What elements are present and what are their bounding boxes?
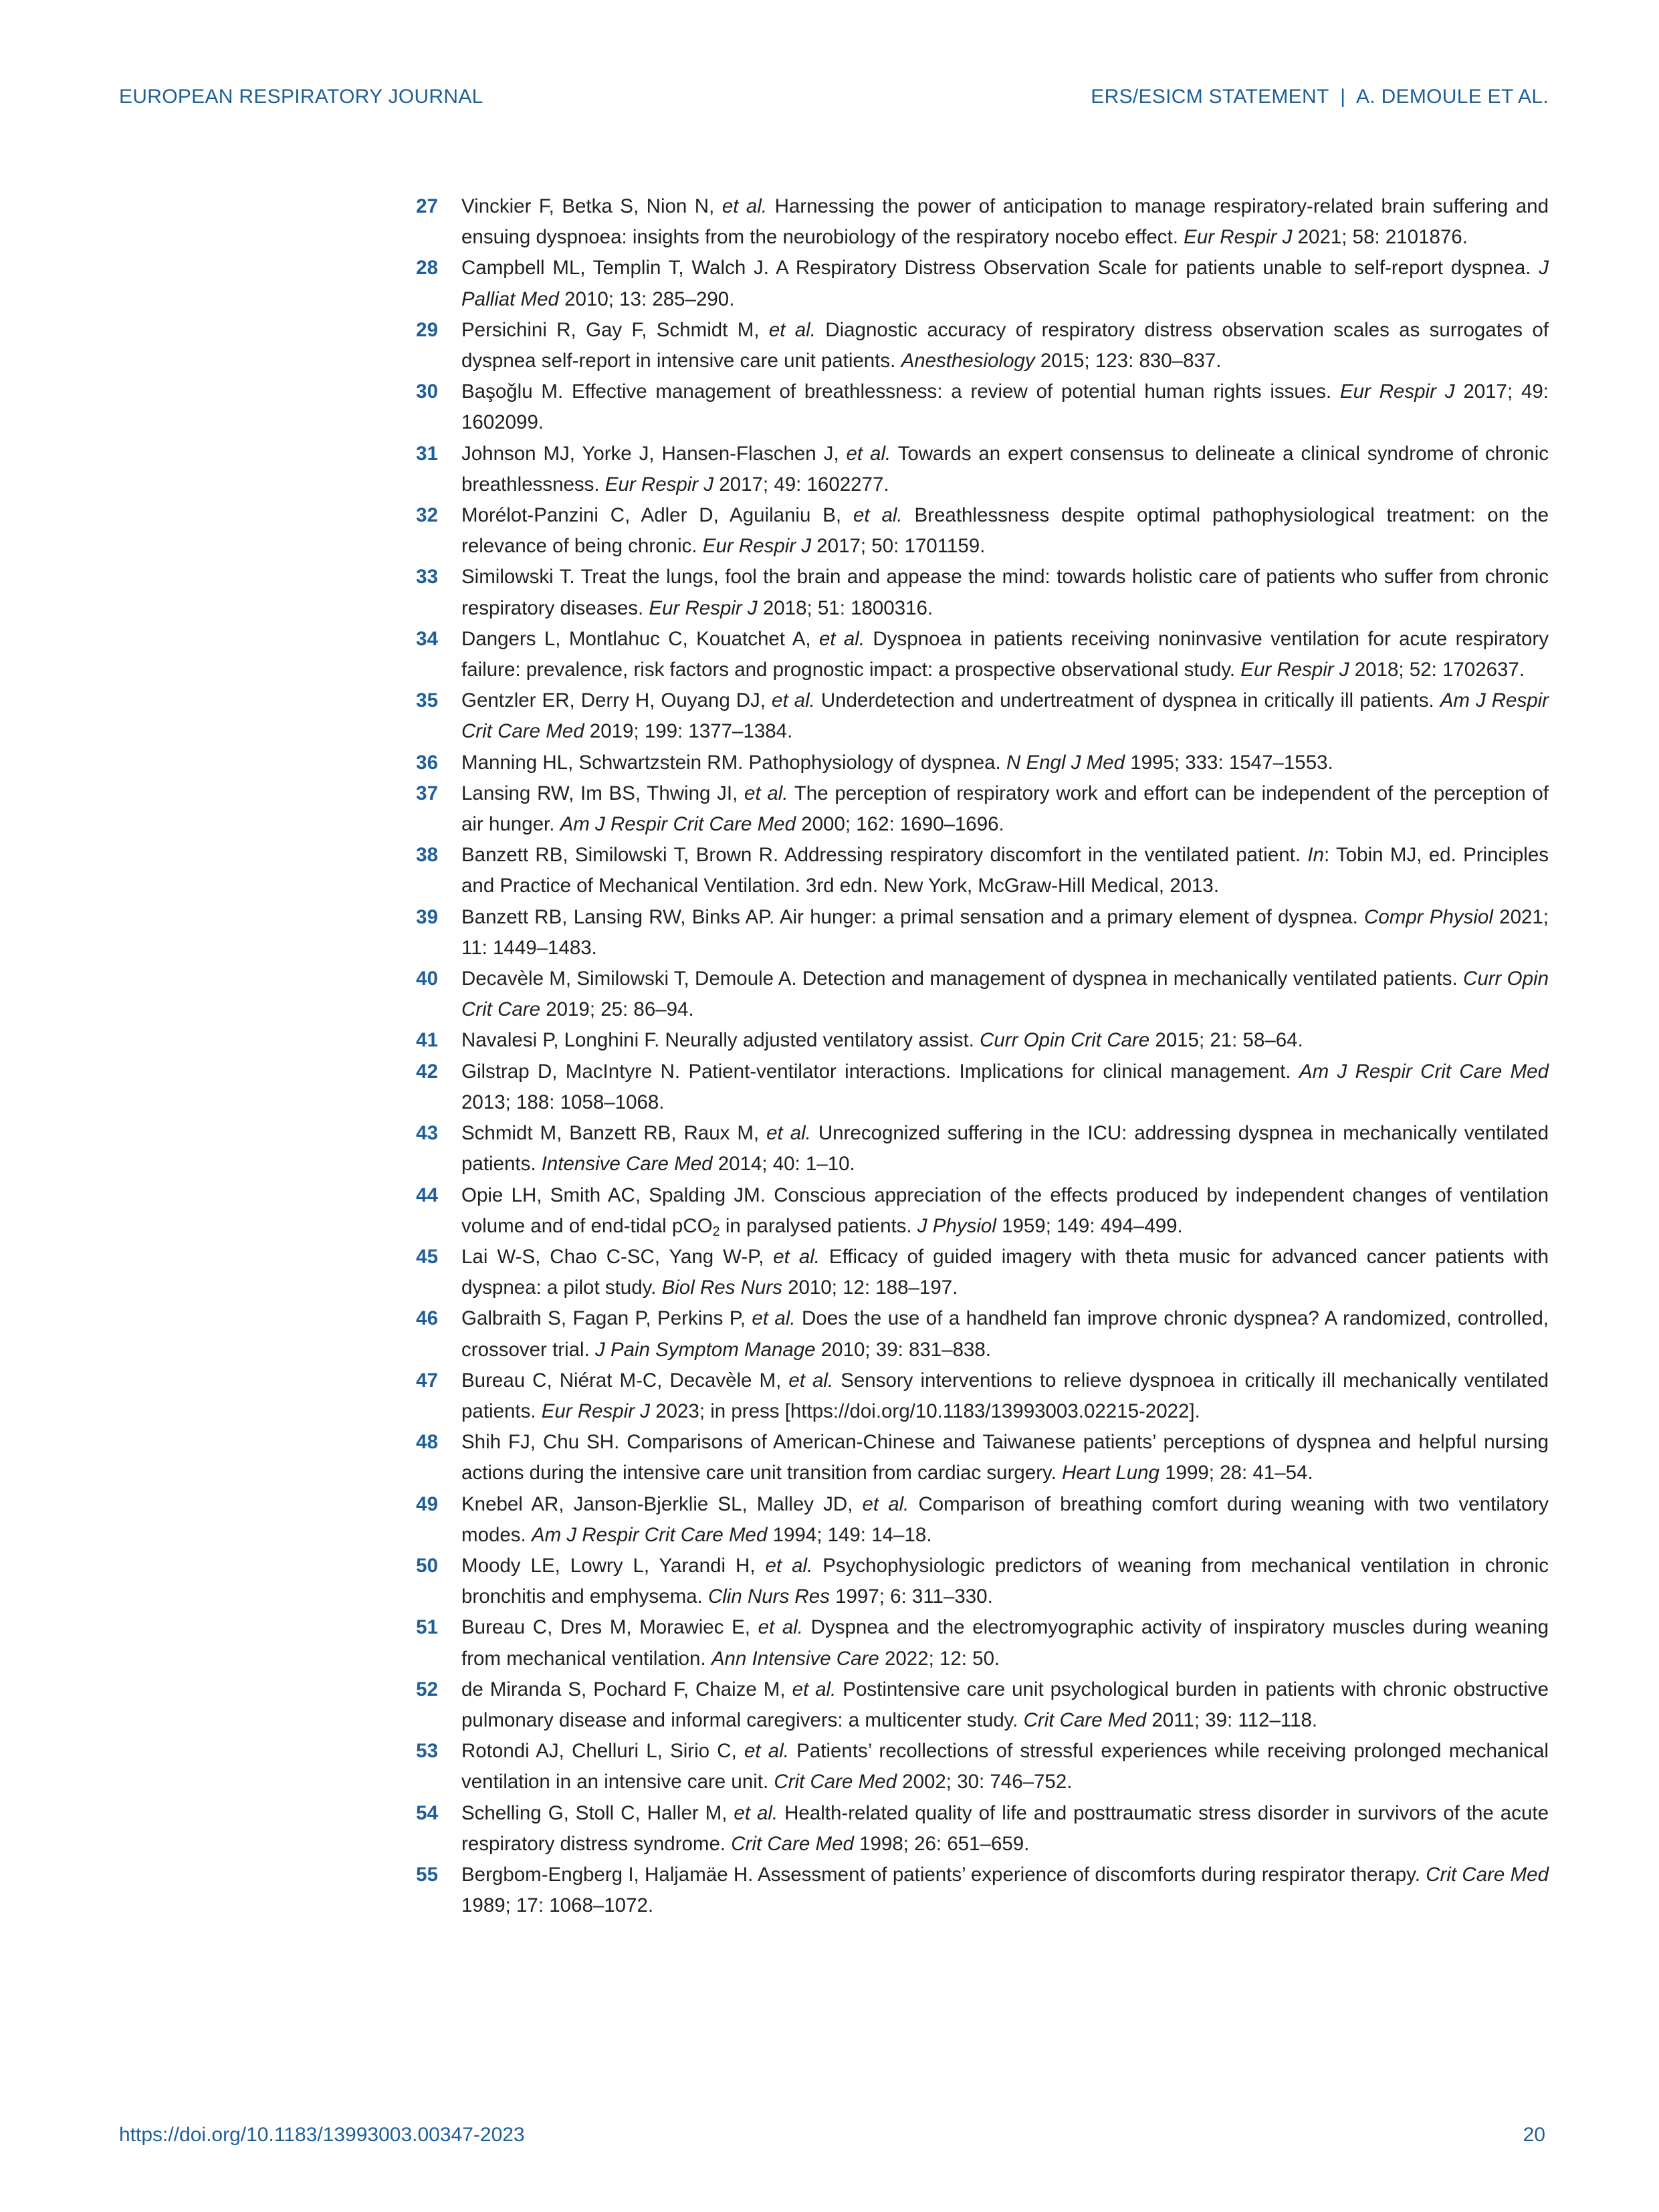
reference-italic-text: et al. [766, 1122, 811, 1145]
reference-number: 27 [416, 195, 438, 217]
reference-item [416, 964, 1549, 1025]
reference-italic-text: et al. [744, 782, 788, 804]
reference-text [461, 1118, 1549, 1180]
reference-text [461, 1551, 1549, 1612]
reference-text-part: Schmidt M, Banzett RB, Raux M, [461, 1122, 767, 1145]
reference-text-part: 1989; 17: 1068–1072. [461, 1894, 654, 1917]
reference-number: 38 [416, 844, 438, 867]
reference-text-part: 2019; 25: 86–94. [540, 998, 694, 1021]
reference-text [461, 1427, 1549, 1488]
reference-item [416, 1025, 1549, 1056]
reference-text-part: Breathlessness despite optimal pathophysiological treatment: on the relevance of being chronic. [461, 504, 1549, 558]
reference-text [461, 902, 1549, 964]
reference-italic-text: Biol Res Nurs [661, 1277, 782, 1299]
reference-text-part: Bergbom-Engberg I, Haljamäe H. Assessment of patients’ experience of discomforts during respirator therapy. [461, 1863, 1426, 1886]
reference-italic-text: Crit Care Med [1426, 1863, 1549, 1886]
reference-text [461, 964, 1549, 1025]
reference-text [461, 439, 1549, 500]
reference-text-part: 2010; 13: 285–290. [558, 288, 735, 310]
reference-number: 30 [416, 380, 438, 403]
reference-text-part: Similowski T. Treat the lungs, fool the brain and appease the mind: towards holistic care of patients who suffer from chronic respiratory diseases. [461, 566, 1549, 619]
reference-number: 45 [416, 1245, 438, 1268]
reference-text-part: Persichini R, Gay F, Schmidt M, [461, 318, 769, 341]
reference-italic-text: Crit Care Med [1023, 1708, 1147, 1731]
reference-text [461, 376, 1549, 438]
reference-text [461, 1180, 1549, 1242]
reference-text-part: Johnson MJ, Yorke J, Hansen-Flaschen J, [461, 442, 847, 465]
reference-text-part: Dangers L, Montlahuc C, Kouatchet A, [461, 627, 819, 650]
reference-italic-text: Crit Care Med [774, 1771, 897, 1793]
reference-text-part: Banzett RB, Similowski T, Brown R. Addressing respiratory discomfort in the ventilated patient. [461, 844, 1308, 867]
reference-text-part: 2013; 188: 1058–1068. [461, 1091, 665, 1113]
reference-text-part: Harnessing the power of anticipation to manage respiratory-related brain suffering and ensuing dyspnoea: insights from the neurobiology of the respiratory nocebo effect. [461, 195, 1549, 249]
reference-text-part: 1994; 149: 14–18. [767, 1523, 932, 1546]
reference-item [416, 778, 1549, 840]
reference-number: 47 [416, 1369, 438, 1392]
reference-text-part: Gentzler ER, Derry H, Ouyang DJ, [461, 689, 772, 712]
reference-italic-text: et al. [853, 504, 903, 527]
reference-text [461, 1489, 1549, 1551]
reference-italic-text: Eur Respir J [1184, 226, 1293, 249]
reference-italic-text: et al. [773, 1245, 820, 1268]
reference-number: 34 [416, 627, 438, 650]
page-number: 20 [1523, 2124, 1545, 2146]
reference-text-part: The perception of respiratory work and effort can be independent of the perception of air hunger. [461, 782, 1549, 836]
reference-italic-text: et al. [862, 1492, 909, 1515]
journal-name: EUROPEAN RESPIRATORY JOURNAL [119, 86, 483, 108]
reference-text-part: Lai W-S, Chao C-SC, Yang W-P, [461, 1245, 774, 1268]
reference-text-part: Vinckier F, Betka S, Nion N, [461, 195, 722, 217]
reference-item [416, 1365, 1549, 1427]
reference-item [416, 1612, 1549, 1674]
reference-text-part: Knebel AR, Janson-Bjerklie SL, Malley JD, [461, 1492, 863, 1515]
reference-number: 52 [416, 1678, 438, 1700]
reference-text-part: 2021; 58: 2101876. [1292, 226, 1468, 249]
reference-italic-text: Curr Opin Crit Care [461, 968, 1549, 1021]
reference-italic-text: et al. [818, 627, 865, 650]
reference-italic-text: et al. [744, 1740, 789, 1763]
reference-item [416, 624, 1549, 685]
reference-number: 29 [416, 318, 438, 341]
reference-text-part: 2014; 40: 1–10. [712, 1153, 855, 1176]
reference-text-part: 2018; 52: 1702637. [1349, 659, 1525, 681]
reference-text-part: Does the use of a handheld fan improve chronic dyspnea? A randomized, controlled, crossover trial. [461, 1307, 1549, 1361]
reference-item [416, 562, 1549, 623]
reference-text [461, 1242, 1549, 1303]
reference-text [461, 1612, 1549, 1674]
reference-text-part: Comparison of breathing comfort during weaning with two ventilatory modes. [461, 1492, 1549, 1546]
reference-italic-text: J Pain Symptom Manage [595, 1338, 816, 1361]
reference-text-part: 2018; 51: 1800316. [757, 596, 933, 619]
reference-number: 50 [416, 1554, 438, 1577]
reference-text-part: 2017; 49: 1602277. [713, 473, 889, 495]
reference-number: 37 [416, 782, 438, 804]
reference-item [416, 748, 1549, 778]
reference-text [461, 1798, 1549, 1860]
reference-number: 32 [416, 504, 438, 527]
reference-text-part: 2000; 162: 1690–1696. [796, 813, 1004, 836]
reference-italic-text: Eur Respir J [649, 596, 758, 619]
reference-text-part: 1995; 333: 1547–1553. [1125, 751, 1333, 774]
reference-italic-text: J Physiol [917, 1214, 996, 1237]
reference-italic-text: et al. [752, 1307, 796, 1330]
reference-number: 54 [416, 1801, 438, 1824]
reference-italic-text: et al. [792, 1678, 837, 1700]
reference-text [461, 685, 1549, 747]
reference-italic-text: et al. [722, 195, 768, 217]
article-running-head [1091, 86, 1549, 108]
reference-number: 28 [416, 257, 438, 280]
reference-item [416, 191, 1549, 253]
doi-link[interactable]: https://doi.org/10.1183/13993003.00347-2023 [119, 2124, 525, 2146]
reference-text-part: 2 [712, 1224, 720, 1239]
reference-item [416, 1798, 1549, 1860]
reference-item [416, 1118, 1549, 1180]
reference-number: 33 [416, 566, 438, 588]
reference-item [416, 1736, 1549, 1797]
reference-italic-text: Clin Nurs Res [707, 1585, 830, 1608]
reference-text [461, 1736, 1549, 1797]
reference-text [461, 748, 1549, 778]
reference-text-part: Rotondi AJ, Chelluri L, Sirio C, [461, 1740, 744, 1763]
reference-italic-text: Compr Physiol [1364, 905, 1493, 928]
reference-number: 36 [416, 751, 438, 774]
reference-text-part: Navalesi P, Longhini F. Neurally adjusted ventilatory assist. [461, 1029, 980, 1052]
reference-text-part: Galbraith S, Fagan P, Perkins P, [461, 1307, 752, 1330]
reference-text-part: 2017; 50: 1701159. [811, 535, 986, 558]
reference-text-part: Schelling G, Stoll C, Haller M, [461, 1801, 734, 1824]
reference-italic-text: Crit Care Med [731, 1832, 854, 1855]
reference-item [416, 376, 1549, 438]
reference-text [461, 840, 1549, 901]
reference-italic-text: Anesthesiology [901, 350, 1035, 372]
reference-italic-text: Heart Lung [1062, 1462, 1159, 1484]
reference-text-part: de Miranda S, Pochard F, Chaize M, [461, 1678, 792, 1700]
reference-text-part: Dyspnea and the electromyographic activity of inspiratory muscles during weaning from mechanical ventilation. [461, 1616, 1549, 1670]
reference-text [461, 1025, 1549, 1056]
reference-italic-text: Eur Respir J [1240, 659, 1349, 681]
reference-text [461, 191, 1549, 253]
reference-text-part: Health-related quality of life and posttraumatic stress disorder in survivors of the acute respiratory distress syndrome. [461, 1801, 1549, 1855]
reference-number: 46 [416, 1307, 438, 1330]
reference-text [461, 1057, 1549, 1118]
reference-italic-text: Am J Respir Crit Care Med [560, 813, 796, 836]
reference-text-part: Opie LH, Smith AC, Spalding JM. Conscious appreciation of the effects produced by independent changes of ventilation volume and of end-tidal pCO [461, 1184, 1549, 1237]
reference-italic-text: et al. [765, 1554, 813, 1577]
reference-text [461, 1365, 1549, 1427]
reference-text [461, 1303, 1549, 1365]
reference-text-part: 1998; 26: 651–659. [853, 1832, 1030, 1855]
reference-text [461, 1674, 1549, 1736]
reference-text [461, 500, 1549, 562]
reference-text-part: 1999; 28: 41–54. [1159, 1462, 1313, 1484]
reference-text-part: 1997; 6: 311–330. [829, 1585, 993, 1608]
reference-text-part: 2002; 30: 746–752. [896, 1771, 1073, 1793]
reference-text-part: 2017; 49: 1602099. [461, 380, 1549, 434]
reference-item [416, 500, 1549, 562]
reference-text [461, 315, 1549, 376]
reference-number: 44 [416, 1184, 438, 1206]
reference-list [416, 191, 1549, 1921]
reference-item [416, 1180, 1549, 1242]
reference-text-part: Morélot-Panzini C, Adler D, Aguilaniu B, [461, 504, 853, 527]
reference-italic-text: et al. [846, 442, 891, 465]
reference-italic-text: In [1307, 844, 1324, 867]
reference-number: 42 [416, 1060, 438, 1083]
reference-text-part: : Tobin MJ, ed. Principles and Practice of Mechanical Ventilation. 3rd edn. New York, McGraw-Hill Medical, 2013. [461, 844, 1549, 897]
reference-text-part: Dyspnoea in patients receiving noninvasive ventilation for acute respiratory failure: prevalence, risk factors and prognostic impact: a prospective observational study. [461, 627, 1549, 681]
reference-text-part: 2011; 39: 112–118. [1146, 1708, 1318, 1731]
reference-number: 40 [416, 968, 438, 990]
reference-italic-text: Am J Respir Crit Care Med [531, 1523, 768, 1546]
reference-text-part: 1959; 149: 494–499. [996, 1214, 1183, 1237]
reference-text-part: Banzett RB, Lansing RW, Binks AP. Air hunger: a primal sensation and a primary element of dyspnea. [461, 905, 1365, 928]
reference-text-part: Towards an expert consensus to delineate a clinical syndrome of chronic breathlessness. [461, 442, 1549, 495]
reference-text-part: 2019; 199: 1377–1384. [584, 720, 793, 743]
reference-text-part: Decavèle M, Similowski T, Demoule A. Detection and management of dyspnea in mechanically ventilated patients. [461, 968, 1464, 990]
reference-text [461, 253, 1549, 314]
reference-item [416, 315, 1549, 376]
reference-number: 49 [416, 1492, 438, 1515]
reference-text-part: 2015; 21: 58–64. [1149, 1029, 1303, 1052]
reference-item [416, 1489, 1549, 1551]
reference-text-part: 2022; 12: 50. [879, 1647, 1000, 1670]
reference-number: 48 [416, 1431, 438, 1454]
reference-text-part: Moody LE, Lowry L, Yarandi H, [461, 1554, 766, 1577]
reference-text-part: Shih FJ, Chu SH. Comparisons of American-Chinese and Taiwanese patients’ perceptions of dyspnea and helpful nursing actions during the intensive care unit transition from cardiac surgery. [461, 1431, 1549, 1484]
reference-text-part: Diagnostic accuracy of respiratory distress observation scales as surrogates of dyspnea self-report in intensive care unit patients. [461, 318, 1549, 372]
reference-number: 35 [416, 689, 438, 712]
reference-item [416, 1551, 1549, 1612]
reference-text [461, 562, 1549, 623]
reference-item [416, 439, 1549, 500]
reference-italic-text: Am J Respir Crit Care Med [461, 689, 1549, 743]
reference-text-part: Efficacy of guided imagery with theta music for advanced cancer patients with dyspnea: a pilot study. [461, 1245, 1549, 1299]
reference-text-part: Unrecognized suffering in the ICU: addressing dyspnea in mechanically ventilated patients. [461, 1122, 1549, 1176]
reference-italic-text: et al. [758, 1616, 804, 1639]
reference-italic-text: et al. [788, 1369, 834, 1392]
reference-item [416, 902, 1549, 964]
reference-italic-text: Eur Respir J [702, 535, 812, 558]
reference-number: 51 [416, 1616, 438, 1639]
reference-italic-text: Am J Respir Crit Care Med [1299, 1060, 1549, 1083]
reference-italic-text: Eur Respir J [1339, 380, 1455, 403]
reference-italic-text: Eur Respir J [541, 1400, 651, 1422]
reference-text-part: Lansing RW, Im BS, Thwing JI, [461, 782, 745, 804]
reference-text-part: 2010; 39: 831–838. [815, 1338, 992, 1361]
reference-italic-text: et al. [734, 1801, 778, 1824]
reference-item [416, 840, 1549, 901]
reference-text-part: 2021; 11: 1449–1483. [461, 905, 1549, 959]
reference-text-part: Gilstrap D, MacIntyre N. Patient-ventilator interactions. Implications for clinical management. [461, 1060, 1299, 1083]
reference-number: 53 [416, 1740, 438, 1763]
reference-item [416, 1427, 1549, 1488]
reference-item [416, 253, 1549, 314]
reference-item [416, 1303, 1549, 1365]
reference-text-part: Manning HL, Schwartzstein RM. Pathophysiology of dyspnea. [461, 751, 1006, 774]
reference-text-part: Başoğlu M. Effective management of breathlessness: a review of potential human rights issues. [461, 380, 1340, 403]
reference-text-part: Bureau C, Dres M, Morawiec E, [461, 1616, 758, 1639]
reference-italic-text: Ann Intensive Care [711, 1647, 879, 1670]
reference-italic-text: N Engl J Med [1006, 751, 1125, 774]
reference-italic-text: J Palliat Med [461, 257, 1549, 310]
reference-text [461, 624, 1549, 685]
reference-item [416, 685, 1549, 747]
reference-number: 55 [416, 1863, 438, 1886]
reference-item [416, 1057, 1549, 1118]
reference-text-part: Postintensive care unit psychological burden in patients with chronic obstructive pulmonary disease and informal caregivers: a multicenter study. [461, 1678, 1549, 1731]
reference-italic-text: et al. [772, 689, 815, 712]
reference-text-part: Underdetection and undertreatment of dyspnea in critically ill patients. [814, 689, 1440, 712]
reference-text-part: in paralysed patients. [720, 1214, 917, 1237]
reference-text-part: 2010; 12: 188–197. [782, 1277, 958, 1299]
reference-italic-text: Curr Opin Crit Care [980, 1029, 1150, 1052]
reference-item [416, 1674, 1549, 1736]
reference-number: 39 [416, 905, 438, 928]
reference-text-part: Sensory interventions to relieve dyspnoea in critically ill mechanically ventilated patients. [461, 1369, 1549, 1422]
reference-text-part: Campbell ML, Templin T, Walch J. A Respiratory Distress Observation Scale for patients unable to self-report dyspnea. [461, 257, 1539, 280]
reference-italic-text: Intensive Care Med [541, 1153, 713, 1176]
reference-number: 41 [416, 1029, 438, 1052]
reference-italic-text: et al. [768, 318, 816, 341]
reference-item [416, 1242, 1549, 1303]
reference-number: 31 [416, 442, 438, 465]
article-running-head-text: ERS/ESICM STATEMENT | A. DEMOULE ET AL. [1091, 86, 1549, 108]
reference-text-part: Psychophysiologic predictors of weaning from mechanical ventilation in chronic bronchitis and emphysema. [461, 1554, 1549, 1608]
reference-item [416, 1860, 1549, 1921]
reference-text [461, 778, 1549, 840]
reference-number: 43 [416, 1122, 438, 1145]
reference-italic-text: Eur Respir J [604, 473, 714, 495]
reference-text [461, 1860, 1549, 1921]
reference-text-part: 2023; in press [https://doi.org/10.1183/13993003.02215-2022]. [650, 1400, 1200, 1422]
reference-text-part: 2015; 123: 830–837. [1034, 350, 1222, 372]
reference-text-part: Patients’ recollections of stressful experiences while receiving prolonged mechanical ventilation in an intensive care unit. [461, 1740, 1549, 1793]
reference-text-part: Bureau C, Niérat M-C, Decavèle M, [461, 1369, 789, 1392]
